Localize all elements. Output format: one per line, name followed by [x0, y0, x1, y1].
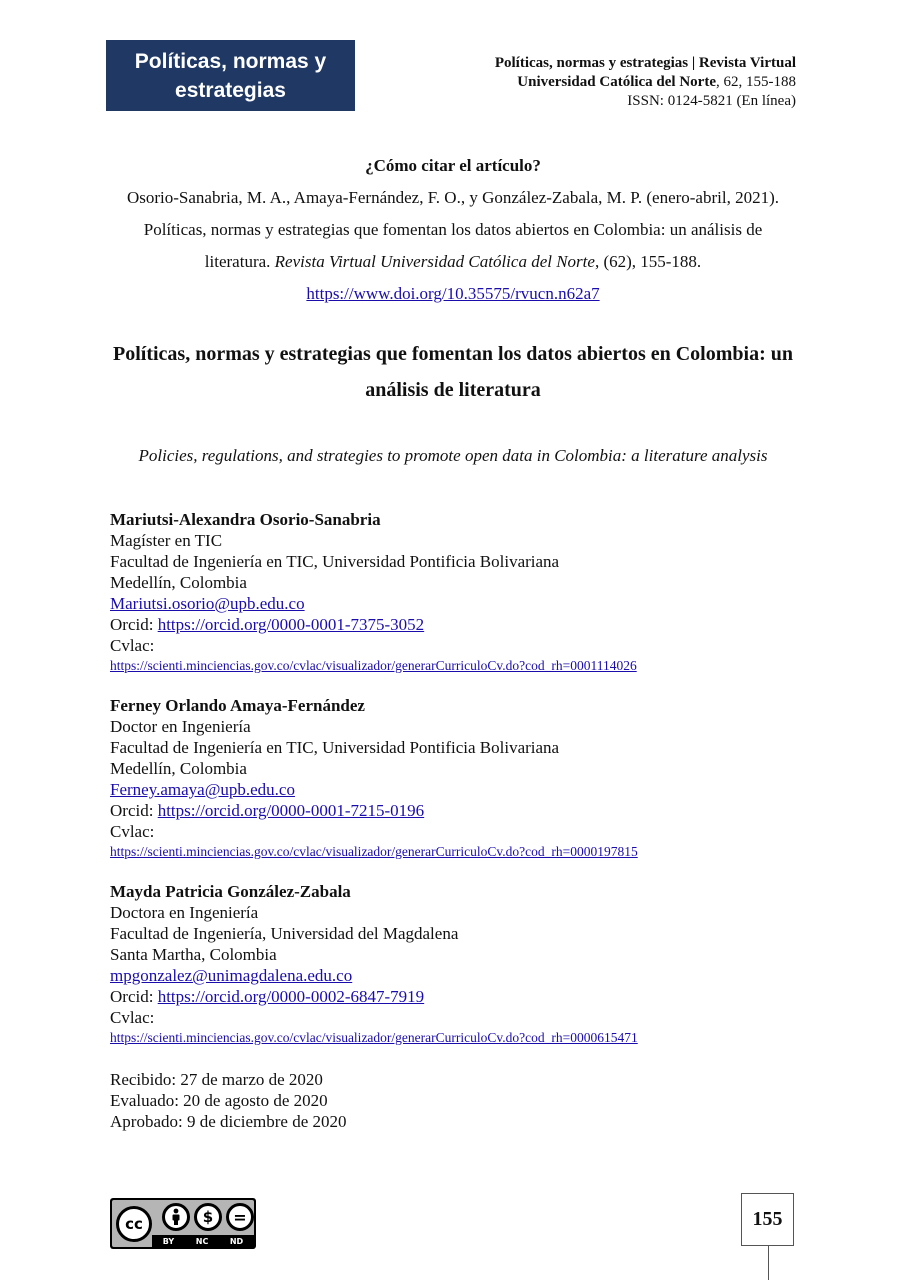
author-email-link[interactable]: Ferney.amaya@upb.edu.co: [110, 780, 295, 799]
journal-line-2: [495, 73, 796, 92]
page-number-rule: [768, 1246, 769, 1280]
author-cvlac-link[interactable]: https://scienti.minciencias.gov.co/cvlac/visualizador/generarCurriculoCv.do?cod_rh=0001114026: [110, 658, 637, 673]
citation-text-end: , (62), 155-188.: [594, 252, 702, 271]
author-degree: Doctor en Ingeniería: [110, 717, 251, 736]
attribution-icon: [162, 1203, 190, 1231]
author-cvlac-link[interactable]: https://scienti.minciencias.gov.co/cvlac/visualizador/generarCurriculoCv.do?cod_rh=0000197815: [110, 844, 638, 859]
nc-label: NC: [195, 1236, 209, 1246]
article-subtitle-english: Policies, regulations, and strategies to promote open data in Colombia: a literature analysis: [138, 446, 768, 465]
cvlac-label: Cvlac:: [110, 822, 155, 841]
page-number: 155: [752, 1208, 783, 1230]
date-approved: Aprobado: 9 de diciembre de 2020: [110, 1112, 347, 1131]
author-cvlac-link[interactable]: https://scienti.minciencias.gov.co/cvlac/visualizador/generarCurriculoCv.do?cod_rh=0000615471: [110, 1030, 638, 1045]
nd-label: ND: [229, 1236, 244, 1246]
manuscript-dates: [110, 1069, 347, 1132]
license-terms-bar: [152, 1235, 254, 1247]
author-orcid-link[interactable]: https://orcid.org/0000-0002-6847-7919: [157, 987, 425, 1006]
cc-text: cc: [125, 1215, 143, 1233]
section-label-box: [106, 40, 355, 111]
orcid-label: Orcid:: [110, 987, 158, 1006]
citation-heading: ¿Cómo citar el artículo?: [365, 156, 541, 175]
author-orcid-link[interactable]: https://orcid.org/0000-0001-7375-3052: [157, 615, 425, 634]
by-label: BY: [162, 1236, 175, 1246]
journal-info: [495, 54, 796, 111]
author-name: Mariutsi-Alexandra Osorio-Sanabria: [110, 510, 381, 529]
noderivatives-icon: =: [226, 1203, 254, 1231]
citation-doi-link[interactable]: https://www.doi.org/10.35575/rvucn.n62a7: [306, 284, 600, 303]
author-degree: Magíster en TIC: [110, 531, 223, 550]
date-received: Recibido: 27 de marzo de 2020: [110, 1070, 323, 1089]
section-label: Políticas, normas y estrategias: [134, 49, 327, 102]
author-affiliation: Facultad de Ingeniería, Universidad del Magdalena: [110, 924, 459, 943]
author-affiliation: Facultad de Ingeniería en TIC, Universidad Pontificia Bolivariana: [110, 552, 560, 571]
journal-line-1: Políticas, normas y estrategias | Revista Virtual: [494, 55, 796, 71]
authors-list: [110, 509, 810, 1067]
author-block: [110, 881, 810, 1048]
citation-text: Osorio-Sanabria, M. A., Amaya-Fernández, F. O., y González-Zabala, M. P. (enero-abril, 2021). Políticas, normas y estrategias que fomentan los datos abiertos en Colombia: un análisis de literatura.: [126, 188, 779, 271]
citation-block: [110, 150, 796, 310]
author-location: Medellín, Colombia: [110, 759, 247, 778]
author-email-link[interactable]: Mariutsi.osorio@upb.edu.co: [110, 594, 305, 613]
journal-volume-pages: , 62, 155-188: [716, 74, 796, 90]
author-email-link[interactable]: mpgonzalez@unimagdalena.edu.co: [110, 966, 353, 985]
orcid-label: Orcid:: [110, 801, 158, 820]
person-icon: [168, 1208, 184, 1226]
cc-by-nc-nd-icon: [110, 1198, 256, 1249]
author-block: [110, 509, 810, 676]
orcid-label: Orcid:: [110, 615, 158, 634]
page-number-box: [741, 1193, 794, 1246]
article-title: Políticas, normas y estrategias que fomentan los datos abiertos en Colombia: un análisis de literatura: [113, 343, 793, 401]
cc-icon: [116, 1206, 152, 1242]
author-location: Medellín, Colombia: [110, 573, 247, 592]
noncommercial-icon: $: [194, 1203, 222, 1231]
journal-name: Universidad Católica del Norte: [517, 74, 716, 90]
cvlac-label: Cvlac:: [110, 1008, 155, 1027]
citation-journal: Revista Virtual Universidad Católica del Norte: [274, 252, 595, 271]
author-name: Mayda Patricia González-Zabala: [110, 882, 351, 901]
date-evaluated: Evaluado: 20 de agosto de 2020: [110, 1091, 328, 1110]
author-name: Ferney Orlando Amaya-Fernández: [110, 696, 365, 715]
cvlac-label: Cvlac:: [110, 636, 155, 655]
author-location: Santa Martha, Colombia: [110, 945, 277, 964]
author-block: [110, 695, 810, 862]
author-degree: Doctora en Ingeniería: [110, 903, 259, 922]
journal-issn: ISSN: 0124-5821 (En línea): [627, 93, 796, 109]
author-orcid-link[interactable]: https://orcid.org/0000-0001-7215-0196: [157, 801, 425, 820]
author-affiliation: Facultad de Ingeniería en TIC, Universidad Pontificia Bolivariana: [110, 738, 560, 757]
